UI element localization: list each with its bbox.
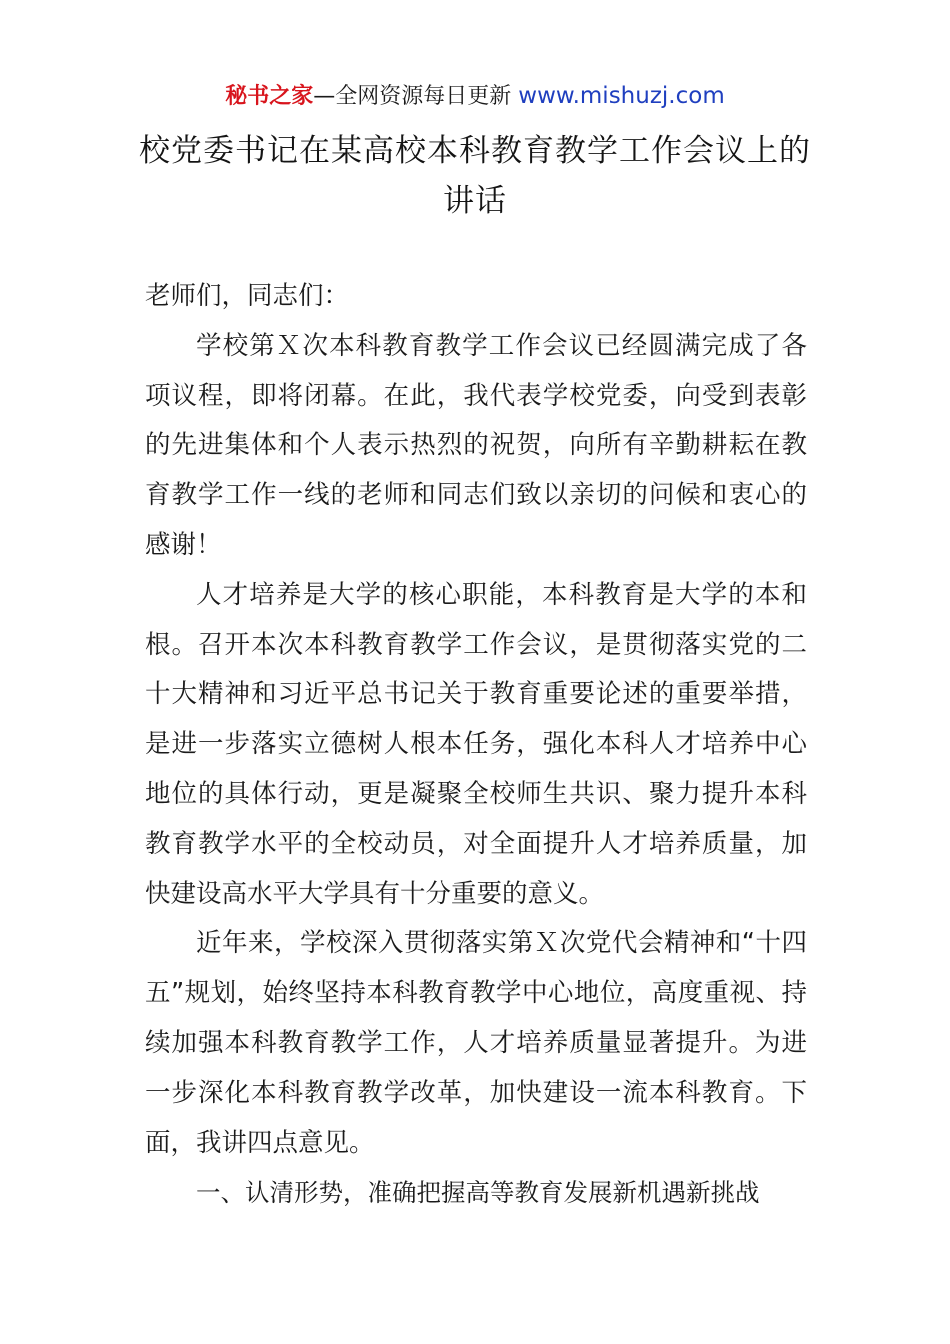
banner-url: www.mishuzj.com: [518, 83, 725, 109]
paragraph-1: 学校第Ｘ次本科教育教学工作会议已经圆满完成了各项议程，即将闭幕。在此，我代表学校党委，向受到表彰的先进集体和个人表示热烈的祝贺，向所有辛勤耕耘在教育教学工作一线的老师和同志们致以亲切的问候和衷心的感谢！: [145, 330, 807, 560]
site-banner: [0, 80, 950, 113]
paragraph-3: 近年来，学校深入贯彻落实第Ｘ次党代会精神和“十四五”规划，始终坚持本科教育教学中心地位，高度重视、持续加强本科教育教学工作，人才培养质量显著提升。为进一步深化本科教育教学改革，加快建设一流本科教育。下面，我讲四点意见。: [145, 928, 807, 1158]
document-body: [145, 272, 807, 1218]
document-title: 校党委书记在某高校本科教育教学工作会议上的讲话: [139, 133, 811, 219]
banner-tagline: —全网资源每日更新: [313, 84, 519, 109]
section-heading: 一、认清形势，准确把握高等教育发展新机遇新挑战: [196, 1178, 760, 1208]
paragraph-2: 人才培养是大学的核心职能，本科教育是大学的本和根。召开本次本科教育教学工作会议，是贯彻落实党的二十大精神和习近平总书记关于教育重要论述的重要举措，是进一步落实立德树人根本任务，强化本科人才培养中心地位的具体行动，更是凝聚全校师生共识、聚力提升本科教育教学水平的全校动员，对全面提升人才培养质量，加快建设高水平大学具有十分重要的意义。: [145, 579, 807, 909]
salutation: 老师们，同志们：: [145, 281, 350, 311]
banner-brand: 秘书之家: [225, 84, 314, 109]
